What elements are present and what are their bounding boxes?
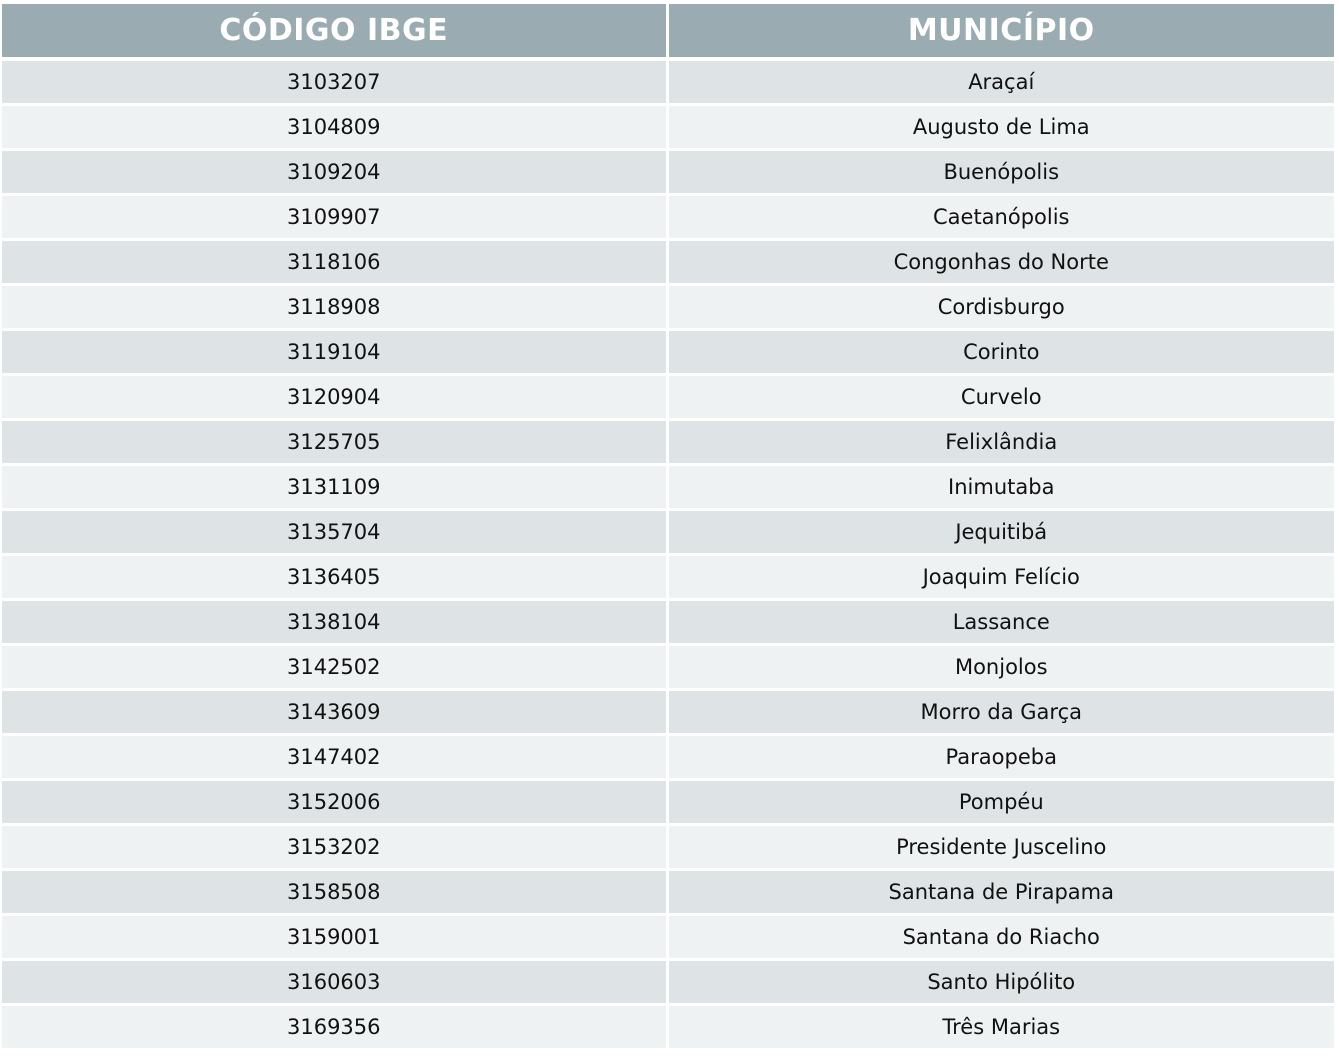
table-row [2, 330, 1334, 375]
cell-municipio: Cordisburgo [667, 285, 1334, 330]
cell-municipio: Santo Hipólito [667, 960, 1334, 1005]
cell-municipio: Presidente Juscelino [667, 825, 1334, 870]
cell-codigo-ibge: 3143609 [2, 690, 667, 735]
cell-codigo-ibge: 3135704 [2, 510, 667, 555]
table-row [2, 465, 1334, 510]
cell-municipio: Paraopeba [667, 735, 1334, 780]
table-row [2, 915, 1334, 960]
table-header [2, 4, 1334, 59]
cell-municipio: Corinto [667, 330, 1334, 375]
cell-municipio: Santana de Pirapama [667, 870, 1334, 915]
cell-codigo-ibge: 3153202 [2, 825, 667, 870]
cell-municipio: Felixlândia [667, 420, 1334, 465]
cell-municipio: Lassance [667, 600, 1334, 645]
cell-codigo-ibge: 3131109 [2, 465, 667, 510]
cell-codigo-ibge: 3169356 [2, 1005, 667, 1049]
table-row [2, 825, 1334, 870]
cell-codigo-ibge: 3147402 [2, 735, 667, 780]
table-row [2, 420, 1334, 465]
cell-municipio: Buenópolis [667, 150, 1334, 195]
table-row [2, 735, 1334, 780]
table-row [2, 960, 1334, 1005]
cell-codigo-ibge: 3120904 [2, 375, 667, 420]
header-row [2, 4, 1334, 59]
cell-municipio: Augusto de Lima [667, 105, 1334, 150]
cell-municipio: Joaquim Felício [667, 555, 1334, 600]
cell-municipio: Curvelo [667, 375, 1334, 420]
table-row [2, 780, 1334, 825]
cell-codigo-ibge: 3118908 [2, 285, 667, 330]
cell-codigo-ibge: 3142502 [2, 645, 667, 690]
cell-codigo-ibge: 3138104 [2, 600, 667, 645]
cell-municipio: Santana do Riacho [667, 915, 1334, 960]
cell-municipio: Monjolos [667, 645, 1334, 690]
table-row [2, 645, 1334, 690]
cell-codigo-ibge: 3160603 [2, 960, 667, 1005]
cell-codigo-ibge: 3109907 [2, 195, 667, 240]
cell-municipio: Inimutaba [667, 465, 1334, 510]
table-body [2, 59, 1334, 1048]
cell-municipio: Congonhas do Norte [667, 240, 1334, 285]
table-row [2, 150, 1334, 195]
cell-codigo-ibge: 3125705 [2, 420, 667, 465]
cell-municipio: Caetanópolis [667, 195, 1334, 240]
cell-codigo-ibge: 3119104 [2, 330, 667, 375]
cell-codigo-ibge: 3158508 [2, 870, 667, 915]
table-row [2, 870, 1334, 915]
cell-municipio: Três Marias [667, 1005, 1334, 1049]
municipios-table [2, 4, 1334, 1048]
table-row [2, 600, 1334, 645]
table-row [2, 1005, 1334, 1049]
municipios-table-container [2, 4, 1334, 1048]
table-row [2, 510, 1334, 555]
cell-codigo-ibge: 3136405 [2, 555, 667, 600]
table-row [2, 195, 1334, 240]
cell-codigo-ibge: 3103207 [2, 59, 667, 105]
cell-codigo-ibge: 3152006 [2, 780, 667, 825]
cell-codigo-ibge: 3159001 [2, 915, 667, 960]
table-row [2, 240, 1334, 285]
header-municipio: MUNICÍPIO [667, 4, 1334, 59]
cell-municipio: Pompéu [667, 780, 1334, 825]
cell-codigo-ibge: 3109204 [2, 150, 667, 195]
header-codigo-ibge: CÓDIGO IBGE [2, 4, 667, 59]
table-row [2, 375, 1334, 420]
table-row [2, 690, 1334, 735]
cell-municipio: Araçaí [667, 59, 1334, 105]
cell-municipio: Morro da Garça [667, 690, 1334, 735]
cell-municipio: Jequitibá [667, 510, 1334, 555]
table-row [2, 105, 1334, 150]
cell-codigo-ibge: 3104809 [2, 105, 667, 150]
cell-codigo-ibge: 3118106 [2, 240, 667, 285]
table-row [2, 555, 1334, 600]
table-row [2, 59, 1334, 105]
table-row [2, 285, 1334, 330]
